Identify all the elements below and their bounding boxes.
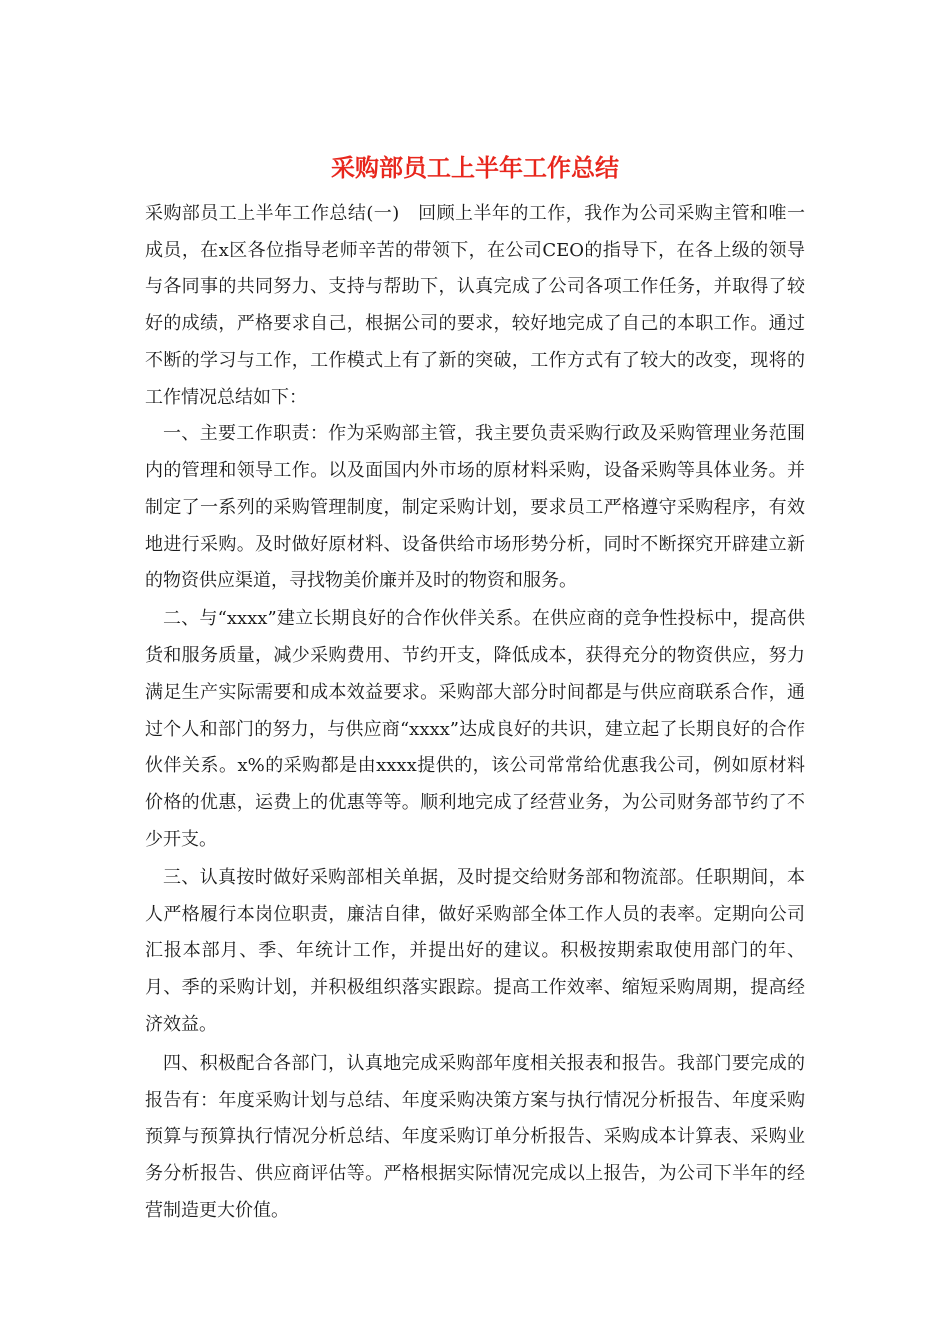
paragraph-section-2: 二、与“xxxx”建立长期良好的合作伙伴关系。在供应商的竞争性投标中，提高供货和服务质量，减少采购费用、节约开支，降低成本，获得充分的物资供应，努力满足生产实际需要和成本效益要求。采购部大部分时间都是与供应商联系合作，通过个人和部门的努力，与供应商“xxxx”达成良好的共识，建立起了长期良好的合作伙伴关系。x%的采购都是由xxxx提供的，该公司常常给优惠我公司，例如原材料价格的优惠，运费上的优惠等等。顺利地完成了经营业务，为公司财务部节约了不少开支。 — [145, 608, 805, 850]
paragraph-intro: 采购部员工上半年工作总结(一) 回顾上半年的工作，我作为公司采购主管和唯一成员，在x区各位指导老师辛苦的带领下，在公司CEO的指导下，在各上级的领导与各同事的共同努力、支持与帮助下，认真完成了公司各项工作任务，并取得了较好的成绩，严格要求自己，根据公司的要求，较好地完成了自己的本职工作。通过不断的学习与工作，工作模式上有了新的突破，工作方式有了较大的改变，现将的工作情况总结如下： — [145, 203, 805, 408]
document-title: 采购部员工上半年工作总结 — [331, 153, 619, 182]
document-body — [145, 196, 805, 1230]
paragraph-section-3: 三、认真按时做好采购部相关单据，及时提交给财务部和物流部。任职期间，本人严格履行本岗位职责，廉洁自律，做好采购部全体工作人员的表率。定期向公司汇报本部月、季、年统计工作，并提出好的建议。积极按期索取使用部门的年、月、季的采购计划，并积极组织落实跟踪。提高工作效率、缩短采购周期，提高经济效益。 — [145, 866, 805, 1035]
paragraph-section-1: 一、主要工作职责：作为采购部主管，我主要负责采购行政及采购管理业务范围内的管理和领导工作。以及面国内外市场的原材料采购，设备采购等具体业务。并制定了一系列的采购管理制度，制定采购计划，要求员工严格遵守采购程序，有效地进行采购。及时做好原材料、设备供给市场形势分析，同时不断探究开辟建立新的物资供应渠道，寻找物美价廉并及时的物资和服务。 — [145, 423, 805, 592]
paragraph-section-4: 四、积极配合各部门，认真地完成采购部年度相关报表和报告。我部门要完成的报告有：年度采购计划与总结、年度采购决策方案与执行情况分析报告、年度采购预算与预算执行情况分析总结、年度采购订单分析报告、采购成本计算表、采购业务分析报告、供应商评估等。严格根据实际情况完成以上报告，为公司下半年的经营制造更大价值。 — [145, 1052, 805, 1221]
